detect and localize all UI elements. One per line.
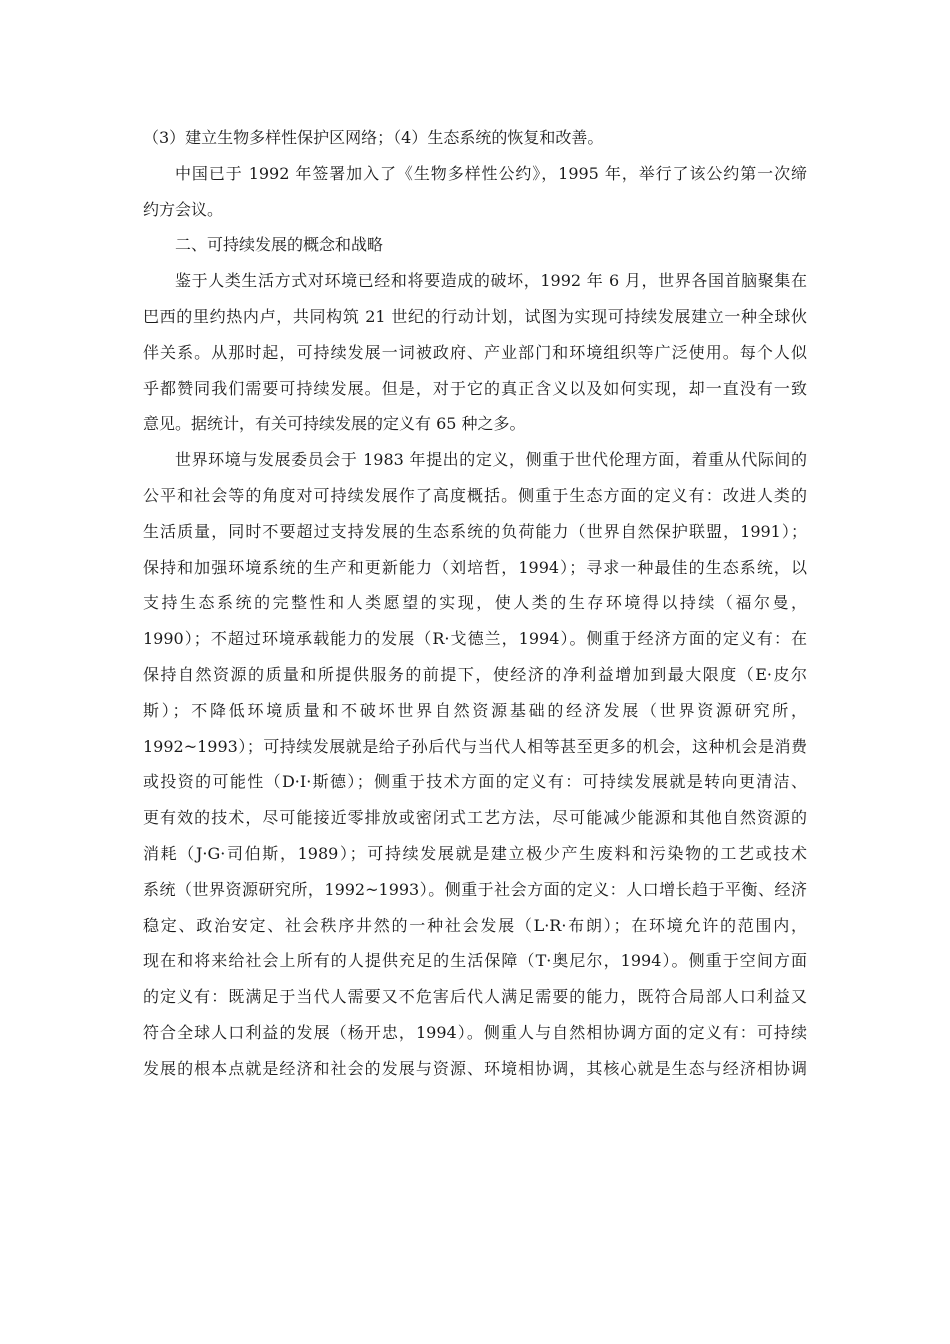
text-line: （3）建立生物多样性保护区网络；（4）生态系统的恢复和改善。 [143, 128, 604, 147]
text-line: 中国已于 1992 年签署加入了《生物多样性公约》，1995 年，举行了该公约第一次缔 [175, 163, 807, 183]
text-line: 生活质量，同时不要超过支持发展的生态系统的负荷能力（世界自然保护联盟，1991）； [143, 521, 807, 541]
text-line: 乎都赞同我们需要可持续发展。但是，对于它的真正含义以及如何实现，却一直没有一致 [143, 378, 807, 398]
text-line: 斯）；不降低环境质量和不破坏世界自然资源基础的经济发展（世界资源研究所， [143, 700, 807, 720]
text-line: 消耗（J·G·司伯斯，1989）；可持续发展就是建立极少产生废料和污染物的工艺或技术 [143, 843, 807, 863]
text-line: 二、可持续发展的概念和战略 [175, 235, 384, 255]
text-line: 意见。据统计，有关可持续发展的定义有 65 种之多。 [143, 414, 526, 434]
text-line: 保持自然资源的质量和所提供服务的前提下，使经济的净利益增加到最大限度（E·皮尔 [143, 664, 807, 684]
text-line: 伴关系。从那时起，可持续发展一词被政府、产业部门和环境组织等广泛使用。每个人似 [143, 342, 807, 362]
text-line: 稳定、政治安定、社会秩序井然的一种社会发展（L·R·布朗）；在环境允许的范围内， [143, 915, 807, 935]
text-line: 公平和社会等的角度对可持续发展作了高度概括。侧重于生态方面的定义有：改进人类的 [143, 485, 807, 505]
document-body [143, 120, 807, 1087]
text-line: 系统（世界资源研究所，1992~1993）。侧重于社会方面的定义：人口增长趋于平衡、经济 [143, 879, 807, 899]
text-line: 世界环境与发展委员会于 1983 年提出的定义，侧重于世代伦理方面，着重从代际间的 [175, 450, 807, 470]
text-line: 的定义有：既满足于当代人需要又不危害后代人满足需要的能力，既符合局部人口利益又 [143, 987, 807, 1007]
text-line: 约方会议。 [143, 199, 224, 219]
text-line: 或投资的可能性（D·I·斯德）；侧重于技术方面的定义有：可持续发展就是转向更清洁、 [143, 772, 807, 792]
text-line: 1990）；不超过环境承载能力的发展（R·戈德兰，1994）。侧重于经济方面的定义有：在 [143, 629, 807, 649]
text-line: 1992~1993）；可持续发展就是给子孙后代与当代人相等甚至更多的机会，这种机会是消费 [143, 736, 807, 756]
text-line: 巴西的里约热内卢，共同构筑 21 世纪的行动计划，试图为实现可持续发展建立一种全球伙 [143, 306, 807, 326]
text-line: 发展的根本点就是经济和社会的发展与资源、环境相协调，其核心就是生态与经济相协调 [143, 1058, 807, 1078]
text-line: 符合全球人口利益的发展（杨开忠，1994）。侧重人与自然相协调方面的定义有：可持续 [143, 1022, 807, 1042]
text-line: 更有效的技术，尽可能接近零排放或密闭式工艺方法，尽可能减少能源和其他自然资源的 [143, 808, 807, 828]
text-line: 鉴于人类生活方式对环境已经和将要造成的破坏，1992 年 6 月，世界各国首脑聚集在 [175, 271, 807, 291]
text-line: 保持和加强环境系统的生产和更新能力（刘培哲，1994）；寻求一种最佳的生态系统，以 [143, 557, 807, 577]
text-line: 支持生态系统的完整性和人类愿望的实现，使人类的生存环境得以持续（福尔曼， [143, 593, 807, 613]
text-line: 现在和将来给社会上所有的人提供充足的生活保障（T·奥尼尔，1994）。侧重于空间方面 [143, 951, 807, 971]
